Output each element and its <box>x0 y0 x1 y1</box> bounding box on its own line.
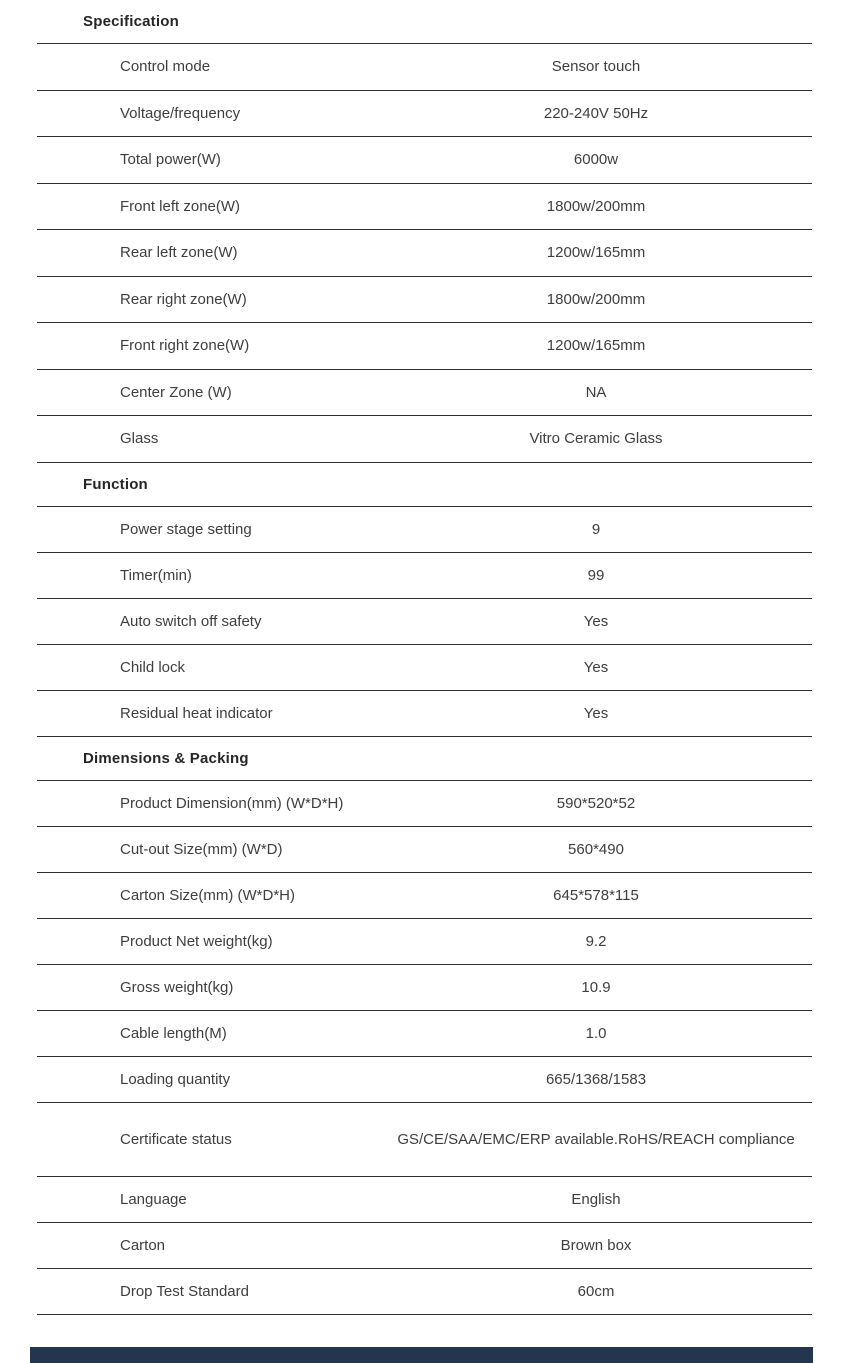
row-value: 590*520*52 <box>556 794 636 812</box>
row-value: 220-240V 50Hz <box>543 104 649 122</box>
row-value: 9 <box>591 520 601 538</box>
table-row <box>37 1057 812 1103</box>
row-label: Loading quantity <box>120 1070 231 1088</box>
table-row <box>37 781 812 827</box>
row-label: Control mode <box>120 58 211 76</box>
row-label: Front left zone(W) <box>120 197 241 215</box>
section-title: Function <box>83 475 148 493</box>
table-row <box>37 827 812 873</box>
table-row <box>37 1223 812 1269</box>
row-value: Yes <box>583 612 609 630</box>
row-value: 9.2 <box>585 932 607 950</box>
row-value: 645*578*115 <box>553 886 639 904</box>
sections <box>37 0 812 1315</box>
row-label: Rear left zone(W) <box>120 244 238 262</box>
row-label: Carton <box>120 1236 166 1254</box>
row-value: Sensor touch <box>551 58 641 76</box>
table-row <box>37 691 812 737</box>
table-row <box>37 184 812 231</box>
row-label: Center Zone (W) <box>120 383 232 401</box>
table-row <box>37 645 812 691</box>
row-value: 1200w/165mm <box>546 337 646 355</box>
row-label: Front right zone(W) <box>120 337 250 355</box>
section-header <box>37 737 812 781</box>
row-label: Gross weight(kg) <box>120 978 234 996</box>
row-label: Total power(W) <box>120 151 221 169</box>
row-label: Cut-out Size(mm) (W*D) <box>120 840 283 858</box>
row-value: Yes <box>583 658 609 676</box>
table-row <box>37 873 812 919</box>
table-row <box>37 919 812 965</box>
table-row <box>37 277 812 324</box>
row-label: Timer(min) <box>120 566 192 584</box>
row-value: 1200w/165mm <box>546 244 646 262</box>
table-row <box>37 599 812 645</box>
table-row <box>37 230 812 277</box>
table-row <box>37 965 812 1011</box>
row-value: GS/CE/SAA/EMC/ERP available.RoHS/REACH compliance <box>397 1130 795 1148</box>
row-label: Power stage setting <box>120 520 252 538</box>
footer-accent-bar <box>30 1347 813 1363</box>
row-value: 6000w <box>573 151 619 169</box>
row-label: Product Net weight(kg) <box>120 932 273 950</box>
row-value: 1800w/200mm <box>546 290 646 308</box>
row-value: NA <box>585 383 607 401</box>
table-row <box>37 137 812 184</box>
table-row <box>37 1011 812 1057</box>
row-value: 60cm <box>577 1282 615 1300</box>
row-label: Language <box>120 1190 187 1208</box>
row-label: Product Dimension(mm) (W*D*H) <box>120 794 344 812</box>
row-value: 1800w/200mm <box>546 197 646 215</box>
table-row <box>37 507 812 553</box>
row-label: Cable length(M) <box>120 1024 227 1042</box>
row-value: Brown box <box>560 1236 632 1254</box>
table-row <box>37 1177 812 1223</box>
table-row <box>37 1269 812 1315</box>
table-row <box>37 44 812 91</box>
table-row <box>37 553 812 599</box>
section-header <box>37 0 812 44</box>
row-label: Carton Size(mm) (W*D*H) <box>120 886 296 904</box>
table-row <box>37 323 812 370</box>
row-label: Residual heat indicator <box>120 704 273 722</box>
table-row <box>37 1103 812 1177</box>
row-label: Glass <box>120 430 159 448</box>
row-label: Certificate status <box>120 1130 232 1148</box>
spec-table <box>37 0 812 1315</box>
table-row <box>37 370 812 417</box>
row-label: Child lock <box>120 658 186 676</box>
row-value: 1.0 <box>585 1024 607 1042</box>
row-label: Drop Test Standard <box>120 1282 249 1300</box>
row-value: Vitro Ceramic Glass <box>529 430 663 448</box>
row-value: Yes <box>583 704 609 722</box>
row-label: Voltage/frequency <box>120 104 241 122</box>
table-row <box>37 416 812 463</box>
row-value: English <box>571 1190 621 1208</box>
row-label: Auto switch off safety <box>120 612 262 630</box>
row-value: 560*490 <box>568 840 624 858</box>
row-value: 99 <box>587 566 605 584</box>
row-value: 10.9 <box>581 978 611 996</box>
row-value: 665/1368/1583 <box>545 1070 647 1088</box>
table-row <box>37 91 812 138</box>
section-title: Dimensions & Packing <box>83 749 249 767</box>
section-header <box>37 463 812 507</box>
section-title: Specification <box>83 13 179 30</box>
row-label: Rear right zone(W) <box>120 290 247 308</box>
